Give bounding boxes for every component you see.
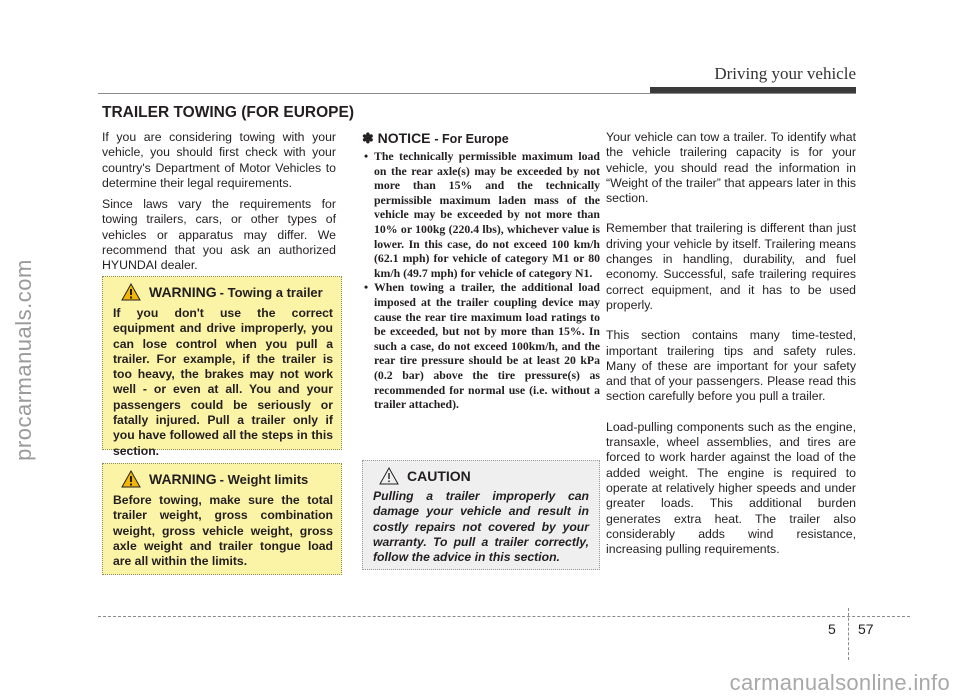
warning-title: WARNING (149, 471, 217, 487)
notice-item-text: When towing a trailer, the additional load imposed at the trailer coupling device may cause the rear tire maximum load ratings to be exceeded, but not by more than 15%. In such a case, do not exceed 100km/h, and the rear tire pressure should be at least 20 kPa (0.2 bar) above the tire pressure(s) as recommended for normal use (i.e. without a trailer attached). (374, 280, 600, 412)
body-paragraph: Load-pulling components such as the engine, transaxle, wheel assemblies, and tires are forced to work harder against the load of the added weight. The engine is required to operate at relatively higher speeds and under greater loads. This additional burden generates extra heat. The trailer also considerably adds wind resistance, increasing pulling requirements. (606, 419, 856, 557)
notice-symbol-icon: ✽ (362, 130, 374, 146)
warning-text: If you don't use the correct equipment and drive improperly, you can lose control when you pull a trailer. For example, if the trailer is too heavy, the brakes may not work well - or even at all. You and your passengers could be seriously or fatally injured. Pull a trailer only if you have followed all the steps in this section. (113, 306, 333, 458)
chapter-title: Driving your vehicle (714, 64, 856, 83)
warning-box-towing (102, 276, 342, 458)
side-watermark (4, 190, 44, 530)
notice-item-text: The technically permissible maximum load on the rear axle(s) may be exceeded by not more than 15% and the technically permissible maximum laden mass of the vehicle may be exceeded by not more than 10% or 100kg (220.4 lbs), whichever value is lower. In this case, do not exceed 100 km/h (62.1 mph) for vehicle of category M1 or 80 km/h (49.7 mph) for vehicle of category N1. (374, 149, 600, 280)
warning-box-weight (102, 463, 342, 575)
bottom-watermark: carmanualsonline.info (729, 670, 950, 695)
warning-text: Before towing, make sure the total trailer weight, gross combination weight, gross vehicle weight, gross axle weight and trailer tongue load are all within the limits. (113, 493, 333, 569)
notice-title: NOTICE (377, 130, 431, 146)
warning-triangle-icon (121, 283, 141, 301)
caution-text: Pulling a trailer improperly can damage your vehicle and result in costly repairs not covered by your warranty. To pull a trailer correctly, follow the advice in this section. (373, 489, 589, 565)
intro-paragraph: Since laws vary the requirements for towing trailers, cars, or other types of vehicles or apparatus may differ. We recommend that you ask an authorized HYUNDAI dealer. (102, 197, 336, 273)
body-paragraph: Your vehicle can tow a trailer. To identify what the vehicle trailering capacity is for your vehicle, you should read the information in “Weight of the trailer” that appears later in this section. (606, 130, 856, 206)
notice-block (362, 130, 600, 412)
footer-rule (98, 616, 910, 617)
intro-column (102, 130, 336, 280)
notice-item (362, 149, 600, 280)
chapter-number: 5 (828, 621, 836, 637)
bullet-icon: • (364, 280, 369, 295)
intro-paragraph: If you are considering towing with your vehicle, you should first check with your country's Department of Motor Vehicles to determine their legal requirements. (102, 130, 336, 190)
right-column (606, 130, 856, 572)
caution-title: CAUTION (407, 468, 471, 484)
caution-triangle-icon (379, 467, 399, 485)
warning-subtitle: - Weight limits (219, 471, 309, 487)
caution-box (362, 460, 600, 570)
notice-subtitle: - For Europe (434, 132, 509, 146)
warning-header (113, 283, 333, 301)
section-title: TRAILER TOWING (FOR EUROPE) (102, 104, 355, 121)
header-rule (98, 93, 856, 94)
warning-title: WARNING (149, 284, 217, 300)
notice-item (362, 280, 600, 411)
notice-header (362, 130, 600, 147)
page-number: 57 (858, 621, 874, 637)
body-paragraph: This section contains many time-tested, important trailering tips and safety rules. Many of these are important for your safety and that of your passengers. Please read this section carefully before you pull a trailer. (606, 328, 856, 404)
page-number-divider (848, 608, 849, 660)
warning-header (113, 470, 333, 488)
warning-triangle-icon (121, 470, 141, 488)
warning-subtitle: - Towing a trailer (219, 284, 323, 300)
bullet-icon: • (364, 149, 369, 163)
notice-list (362, 149, 600, 412)
caution-header (373, 467, 589, 485)
side-watermark-text: procarmanuals.com (11, 259, 36, 461)
body-paragraph: Remember that trailering is different than just driving your vehicle by itself. Trailering means changes in handling, durability, and fuel economy. Successful, safe trailering requires correct equipment, and it has to be used properly. (606, 221, 856, 312)
